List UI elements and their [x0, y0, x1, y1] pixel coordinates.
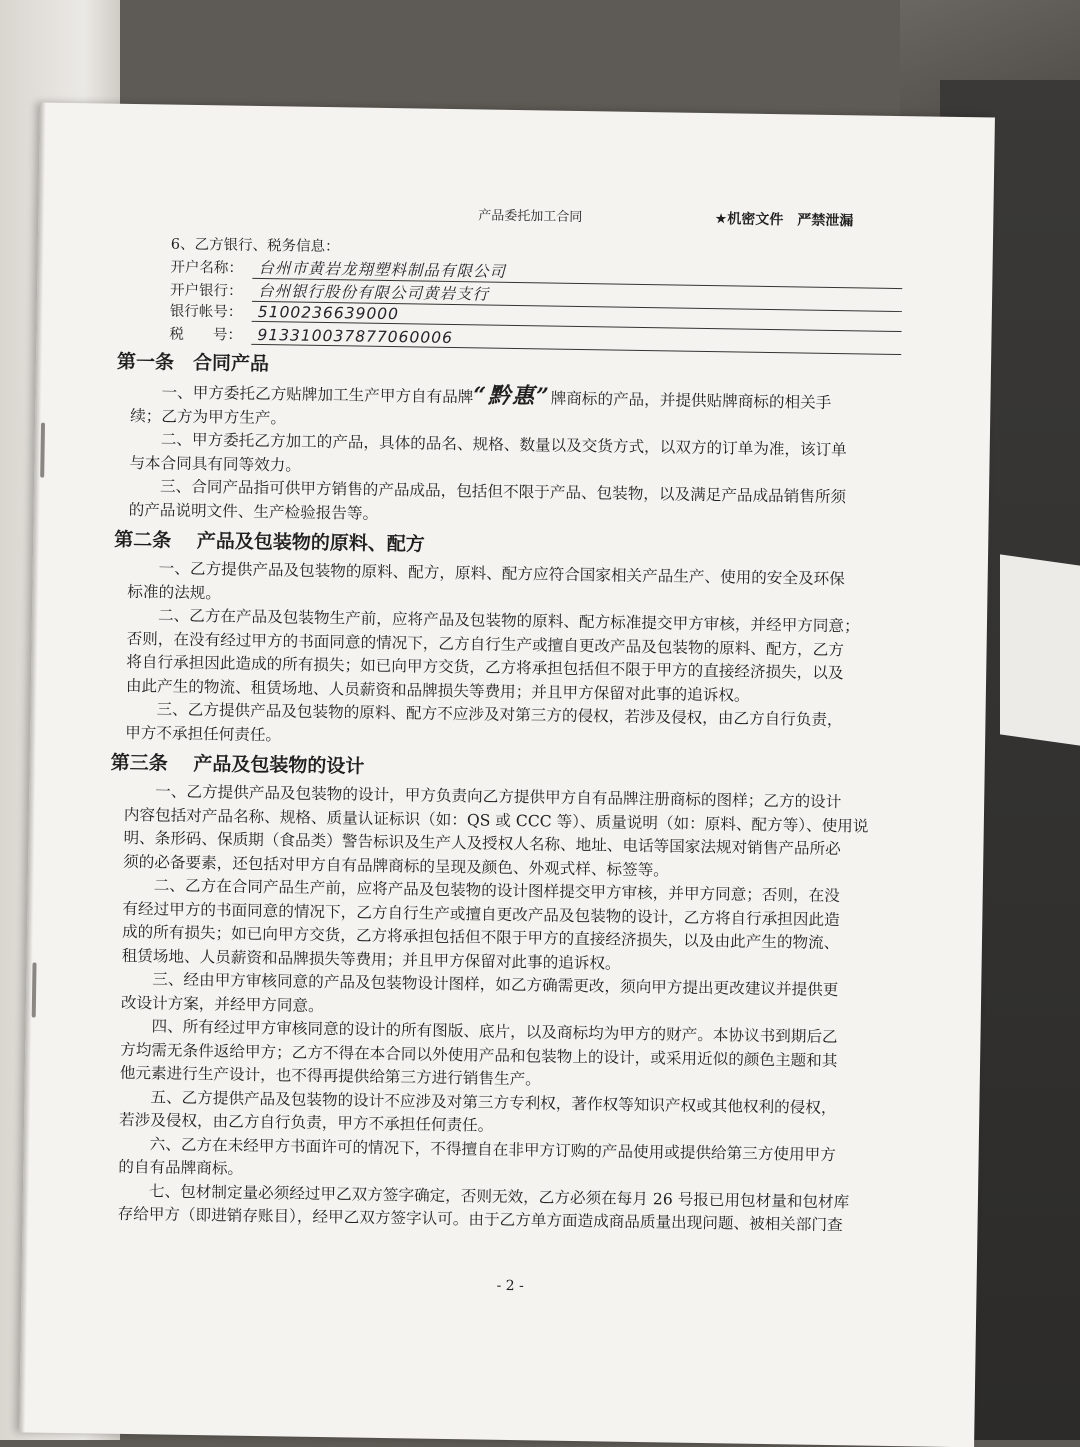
account-name-label: 开户名称：	[170, 259, 244, 277]
clause-text: 牌商标的产品，并提供贴牌商标的相关手	[550, 389, 832, 412]
paragraph-line: 二、乙方在合同产品生产前，应将产品及包装物的设计图样提交甲方审核，并甲方同意；否则，在没	[153, 876, 840, 906]
tax-number-value: 913310037877060006	[251, 325, 901, 354]
paragraph-line: 改设计方案，并经甲方同意。	[120, 993, 324, 1015]
paragraph-line: 存给甲方（即进销存账目），经甲乙双方签字认可。由于乙方单方面造成商品质量出现问题、被相关部门查	[117, 1204, 843, 1235]
bank-info-intro: 6、乙方银行、税务信息：	[170, 236, 340, 256]
paragraph-line: 与本合同具有同等效力。	[129, 453, 302, 475]
paragraph-line: 三、经由甲方审核同意的产品及包装物设计图样，如乙方确需更改，须向甲方提出更改建议并提供更	[152, 970, 839, 1000]
paragraph-line: 若涉及侵权，由乙方自行负责，甲方不承担任何责任。	[118, 1110, 494, 1135]
paragraph-line: 二、乙方在产品及包装物生产前，应将产品及包装物的原料、配方标准提交甲方审核，并经甲方同意；	[157, 606, 860, 636]
paragraph-line: 须的必备要素，还包括对甲方自有品牌商标的呈现及颜色、外观式样、标签等。	[123, 852, 670, 879]
document-page	[19, 102, 995, 1447]
clause-text: 一、甲方委托乙方贴牌加工生产甲方自有品牌	[161, 383, 474, 407]
paragraph-line: 由此产生的物流、租赁场地、人员薪资和品牌损失等费用；并且甲方保留对此事的追诉权。	[125, 676, 750, 705]
paragraph-line: 他元素进行生产设计，也不得再提供给第三方进行销售生产。	[119, 1063, 541, 1089]
paragraph-line: 四、所有经过甲方审核同意的设计的所有图版、底片，以及商标均为甲方的财产。本协议书到期后乙	[151, 1017, 838, 1047]
article-3-heading: 第三条 产品及包装物的设计	[110, 751, 365, 778]
account-number-label: 银行帐号：	[169, 303, 243, 321]
staple	[40, 423, 45, 478]
confidential-notice: ★机密文件 严禁泄漏	[714, 211, 854, 230]
paragraph-line: 否则，在没有经过甲方的书面同意的情况下，乙方自行生产或擅自更改产品及包装物的原料、配方，乙方	[126, 629, 845, 659]
paragraph-line: 一、乙方提供产品及包装物的原料、配方，原料、配方应符合国家相关产品生产、使用的安全及环保	[158, 559, 845, 589]
paragraph-line: 方均需无条件返给甲方；乙方不得在本合同以外使用产品和包装物上的设计，或采用近似的颜色主题和其	[120, 1040, 838, 1070]
paragraph-line: 将自行承担因此造成的所有损失；如已向甲方交货，乙方将承担包括但不限于甲方的直接经济损失，以及	[126, 652, 844, 683]
paragraph-line: 三、合同产品指可供甲方销售的产品成品，包括但不限于产品、包装物，以及满足产品成品销售所须	[159, 477, 847, 507]
background-paper-stack	[1000, 554, 1080, 745]
staple	[32, 962, 37, 1017]
brand-name: “黔惠”	[473, 382, 551, 410]
article-3-clause-4	[120, 1015, 891, 1098]
paragraph-line: 的产品说明文件、生产检验报告等。	[128, 500, 379, 523]
paragraph-line: 有经过甲方的书面同意的情况下，乙方自行生产或擅自更改产品及包装物的设计，乙方将自行承担因此造	[122, 899, 840, 929]
article-3-clause-1	[123, 780, 894, 886]
paragraph-line: 成的所有损失；如已向甲方交货，乙方将承担包括但不限于甲方的直接经济损失，以及由此产生的物流、	[121, 922, 840, 953]
paragraph-line: 标准的法规。	[127, 582, 222, 602]
paragraph-line: 内容包括对产品名称、规格、质量认证标识（如：QS 或 CCC 等）、质量说明（如：原料、配方等）、使用说	[123, 805, 869, 836]
article-2-clause-2	[126, 604, 897, 710]
paragraph-line: 六、乙方在未经甲方书面许可的情况下，不得擅自在非甲方订购的产品使用或提供给第三方使用甲方	[149, 1134, 836, 1164]
bank-info-section	[131, 232, 903, 356]
paragraph-line: 租赁场地、人员薪资和品牌损失等费用；并且甲方保留对此事的追诉权。	[121, 946, 621, 973]
page-number: - 2 -	[496, 1277, 524, 1295]
document-body	[110, 232, 903, 1238]
account-number-value: 5100236639000	[252, 303, 902, 332]
tax-number-label: 税 号：	[169, 326, 243, 344]
article-2-heading: 第二条 产品及包装物的原料、配方	[114, 528, 425, 556]
paragraph-line: 七、包材制定量必须经过甲乙双方签字确定，否则无效，乙方必须在每月 26 号报已用包材量和包材库	[148, 1181, 850, 1211]
bank-value: 台州银行股份有限公司黄岩支行	[252, 278, 902, 311]
paragraph-line: 明、条形码、保质期（食品类）警告标识及生产人及授权人名称、地址、电话等国家法规对销售产品所必	[123, 828, 841, 859]
header-title: 产品委托加工合同	[478, 208, 583, 226]
paragraph-line: 二、甲方委托乙方加工的产品，具体的品名、规格、数量以及交货方式，以双方的订单为准，该订单	[160, 430, 847, 460]
article-1-clause-1-cont: 续；乙方为甲方生产。	[130, 406, 287, 427]
account-name-value: 台州市黄岩龙翔塑料制品有限公司	[252, 256, 902, 289]
paragraph-line: 一、乙方提供产品及包装物的设计，甲方负责向乙方提供甲方自有品牌注册商标的图样；乙方的设计	[155, 782, 842, 812]
paragraph-line: 甲方不承担任何责任。	[125, 723, 282, 744]
paragraph-line: 三、乙方提供产品及包装物的原料、配方不应涉及对第三方的侵权，若涉及侵权，由乙方自行负责，	[156, 700, 843, 730]
paragraph-line: 的自有品牌商标。	[118, 1157, 244, 1178]
paragraph-line: 五、乙方提供产品及包装物的设计不应涉及对第三方专利权，著作权等知识产权或其他权利的侵权，	[150, 1087, 837, 1117]
bank-label: 开户银行：	[170, 282, 243, 300]
article-1-heading: 第一条 合同产品	[116, 350, 270, 376]
article-3-clause-2	[121, 874, 892, 980]
